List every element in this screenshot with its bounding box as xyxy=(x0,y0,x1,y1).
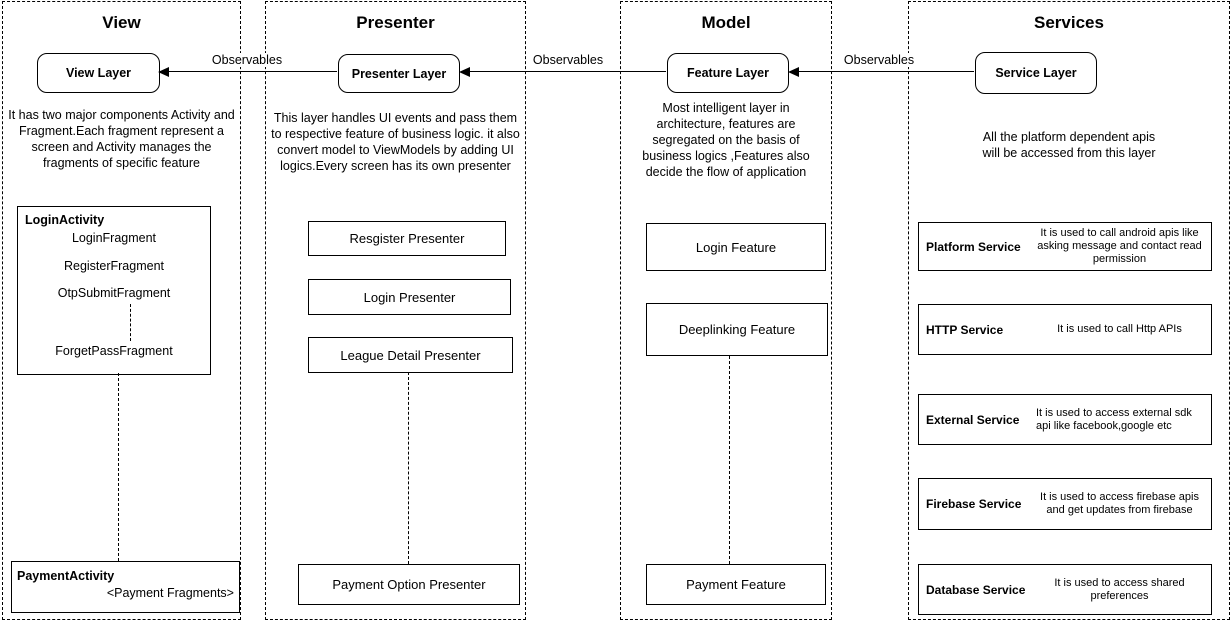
platform-service-desc: It is used to call android apis like asking message and contact read permission xyxy=(1037,227,1202,265)
platform-service-node xyxy=(918,222,1212,271)
presenter-layer-label: Presenter Layer xyxy=(351,66,447,81)
fragment-connector-line xyxy=(130,304,131,341)
presenter-column-title: Presenter xyxy=(356,13,435,32)
presenter-connector-line xyxy=(408,372,409,564)
arrowhead-left-icon xyxy=(788,67,799,77)
payment-option-presenter-node: Payment Option Presenter xyxy=(298,564,520,605)
payment-fragments-label: <Payment Fragments> xyxy=(106,586,234,600)
external-service-desc: It is used to access external sdk api like facebook,google etc xyxy=(1036,406,1192,432)
deeplinking-feature-node: Deeplinking Feature xyxy=(646,303,828,356)
login-activity-title: LoginActivity xyxy=(25,213,105,227)
http-service-desc: It is used to call Http APIs xyxy=(1057,323,1182,335)
observables-arrow-presenter-to-view xyxy=(169,71,337,72)
database-service-node xyxy=(918,564,1212,615)
firebase-service-desc: It is used to access firebase apis and get updates from firebase xyxy=(1040,491,1199,516)
payment-feature-node: Payment Feature xyxy=(646,564,826,605)
presenter-layer-node xyxy=(338,54,460,93)
view-layer-label: View Layer xyxy=(65,66,132,80)
otp-submit-fragment-label: OtpSubmitFragment xyxy=(57,286,171,300)
service-layer-node xyxy=(975,52,1097,94)
model-connector-line xyxy=(729,356,730,564)
firebase-service-name: Firebase Service xyxy=(926,497,1022,511)
login-presenter-node: Login Presenter xyxy=(308,279,511,315)
model-column-title: Model xyxy=(701,13,751,32)
arrowhead-left-icon xyxy=(459,67,470,77)
view-description: It has two major components Activity and Fragment.Each fragment represent a screen and Activity manages the fragments of specific feature xyxy=(8,108,235,170)
view-column-title: View xyxy=(102,13,141,32)
forget-pass-fragment-label: ForgetPassFragment xyxy=(55,344,173,358)
services-description: All the platform dependent apis will be accessed from this layer xyxy=(982,130,1156,160)
model-description: Most intelligent layer in architecture, features are segregated on the basis of business logics ,Features also decide the flow of application xyxy=(642,101,810,179)
view-layer-node xyxy=(37,53,160,93)
register-presenter-node: Resgister Presenter xyxy=(308,221,506,256)
feature-layer-label: Feature Layer xyxy=(687,66,769,80)
view-column xyxy=(2,1,241,620)
payment-activity-title: PaymentActivity xyxy=(17,569,115,583)
services-column-title: Services xyxy=(1034,13,1104,32)
payment-activity-node xyxy=(11,561,240,613)
presenter-column xyxy=(265,1,526,620)
observables-label-1: Observables xyxy=(211,53,283,67)
observables-arrow-services-to-model xyxy=(799,71,974,72)
http-service-name: HTTP Service xyxy=(926,322,1004,337)
model-column xyxy=(620,1,832,620)
external-service-node xyxy=(918,394,1212,445)
database-service-desc: It is used to access shared preferences xyxy=(1054,576,1185,602)
login-activity-node xyxy=(17,206,211,375)
login-feature-node: Login Feature xyxy=(646,223,826,271)
external-service-name: External Service xyxy=(926,412,1020,427)
arrowhead-left-icon xyxy=(158,67,169,77)
login-fragment-label: LoginFragment xyxy=(71,231,157,245)
service-layer-label: Service Layer xyxy=(995,66,1077,80)
platform-service-name: Platform Service xyxy=(926,239,1021,254)
observables-arrow-model-to-presenter xyxy=(470,71,666,72)
database-service-name: Database Service xyxy=(926,582,1026,597)
observables-label-3: Observables xyxy=(843,53,915,67)
league-detail-presenter-node: League Detail Presenter xyxy=(308,337,513,373)
observables-label-2: Observables xyxy=(532,53,604,67)
register-fragment-label: RegisterFragment xyxy=(63,259,165,273)
firebase-service-node xyxy=(918,478,1212,530)
feature-layer-node xyxy=(667,53,789,93)
presenter-description: This layer handles UI events and pass them to respective feature of business logic. it also convert model to ViewModels by adding UI logics.Every screen has its own presenter xyxy=(271,111,520,173)
http-service-node xyxy=(918,304,1212,355)
view-activities-connector-line xyxy=(118,373,119,561)
services-column xyxy=(908,1,1230,620)
